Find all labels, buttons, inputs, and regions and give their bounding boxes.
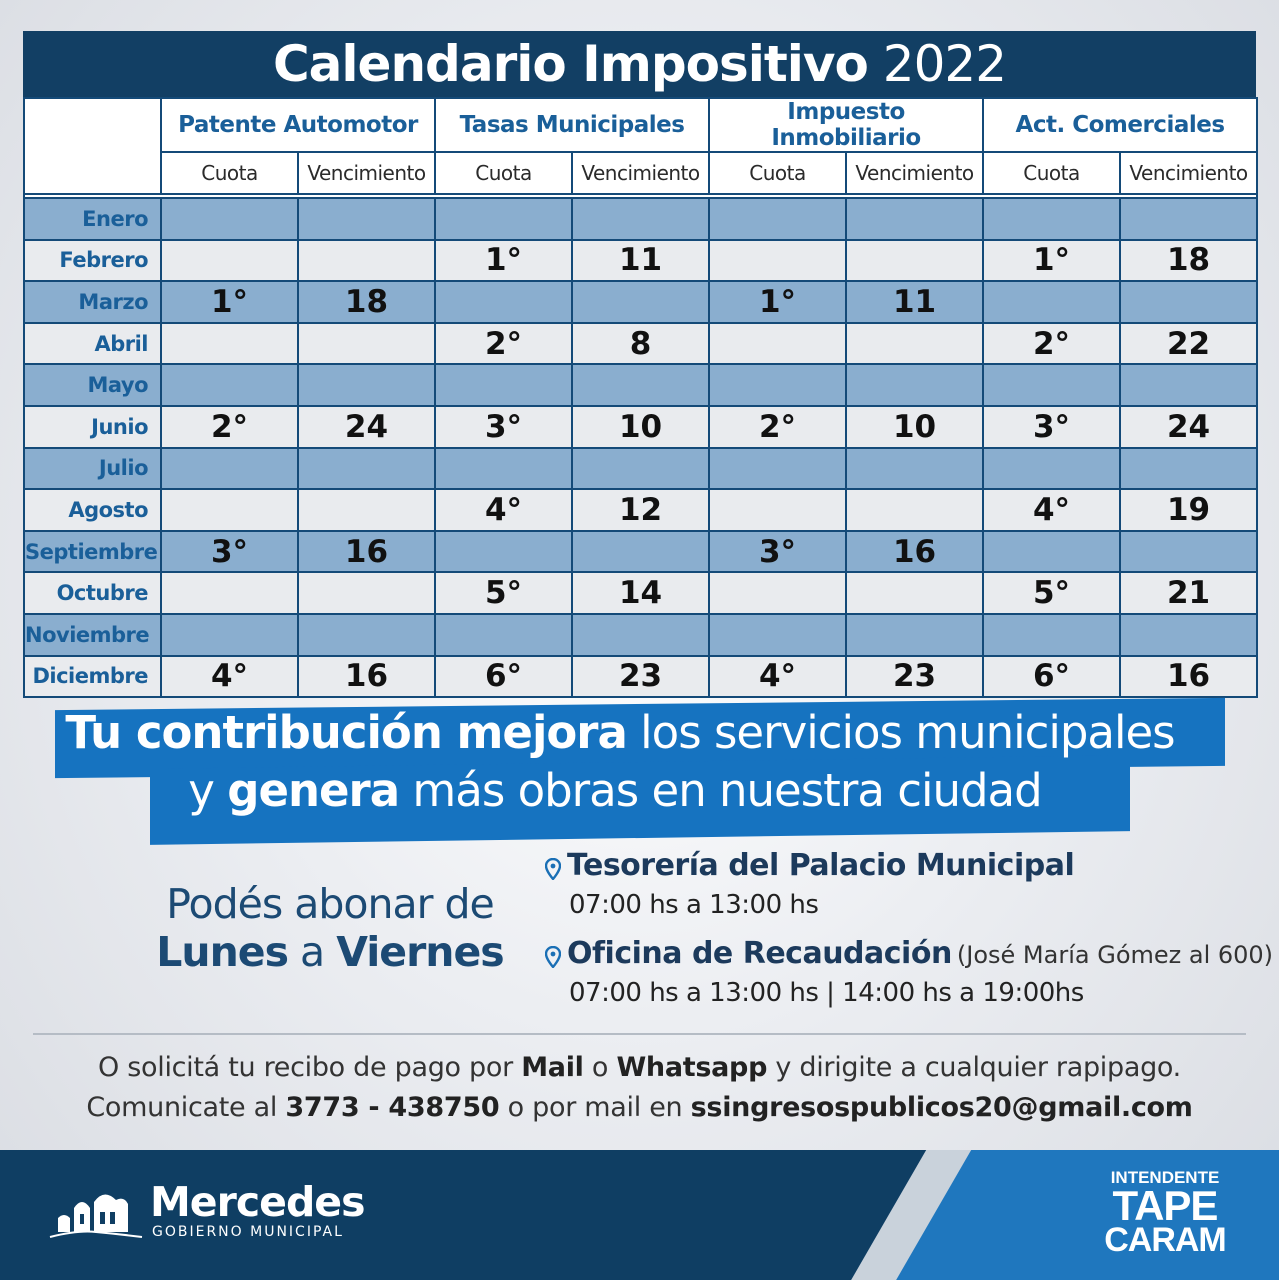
vencimiento-cell [298,614,435,656]
vencimiento-cell: 18 [1120,240,1257,282]
vencimiento-cell [846,364,983,406]
municipal-building-icon [48,1182,144,1240]
sub-header: Cuota [161,152,298,194]
cuota-cell [161,489,298,531]
section-divider [33,1033,1246,1035]
info-email: ssingresospublicos20@gmail.com [690,1092,1193,1123]
cuota-cell: 3° [983,406,1120,448]
cuota-cell: 3° [161,531,298,573]
vencimiento-cell [846,198,983,240]
tax-calendar-table [23,97,1258,698]
month-label: Noviembre [24,614,161,656]
slogan-bold-2: genera [227,764,400,817]
slogan-banner [55,704,1225,820]
sub-header: Vencimiento [846,152,983,194]
info-text: o [591,1052,609,1083]
month-label: Abril [24,323,161,365]
logo-tape: TAPE [1112,1182,1218,1229]
vencimiento-cell: 16 [298,531,435,573]
info-text: O solicitá tu recibo de pago por [98,1052,513,1083]
slogan-rest-2: más obras en nuestra ciudad [412,764,1042,817]
month-label: Diciembre [24,656,161,698]
location-name: Oficina de Recaudación [567,936,952,971]
vencimiento-cell [572,614,709,656]
vencimiento-cell: 8 [572,323,709,365]
vencimiento-cell [298,448,435,490]
month-label: Febrero [24,240,161,282]
location-pin-icon [545,858,561,884]
table-row [24,323,1257,365]
month-label: Junio [24,406,161,448]
vencimiento-cell [298,572,435,614]
month-label: Marzo [24,281,161,323]
cuota-cell [983,281,1120,323]
group-header: Act. Comerciales [983,98,1257,152]
cuota-cell [435,198,572,240]
page-title [23,31,1256,98]
slogan-rest-1: los servicios municipales [640,706,1175,759]
cuota-cell [709,614,846,656]
days-connector: a [300,928,325,976]
vencimiento-cell [846,240,983,282]
location-hours: 07:00 hs a 13:00 hs | 14:00 hs a 19:00hs [569,977,1084,1008]
vencimiento-cell: 16 [298,656,435,698]
slogan-bold-1: Tu contribución mejora [65,706,627,759]
cuota-cell: 3° [435,406,572,448]
cuota-cell [709,572,846,614]
cuota-cell: 1° [161,281,298,323]
cuota-cell: 1° [983,240,1120,282]
cuota-cell: 2° [435,323,572,365]
info-text: o por mail en [507,1092,683,1123]
table-row [24,448,1257,490]
cuota-cell [435,448,572,490]
corner-cell [24,98,161,194]
info-whatsapp: Whatsapp [616,1052,768,1083]
vencimiento-cell: 23 [572,656,709,698]
info-phone: 3773 - 438750 [285,1092,500,1123]
table-row [24,198,1257,240]
cuota-cell: 4° [709,656,846,698]
sub-header: Cuota [983,152,1120,194]
location-name: Tesorería del Palacio Municipal [567,848,1075,883]
logo-subtitle: GOBIERNO MUNICIPAL [152,1224,344,1240]
title-main: Calendario Impositivo [272,35,868,93]
vencimiento-cell [298,198,435,240]
cuota-cell [161,198,298,240]
cuota-cell: 4° [161,656,298,698]
table-row [24,364,1257,406]
month-label: Octubre [24,572,161,614]
cuota-cell: 5° [983,572,1120,614]
intendente-logo [1090,1168,1240,1259]
cuota-cell [983,448,1120,490]
month-label: Septiembre [24,531,161,573]
sub-header: Vencimiento [1120,152,1257,194]
vencimiento-cell: 23 [846,656,983,698]
days-from: Lunes [156,928,288,976]
vencimiento-cell [1120,364,1257,406]
cuota-cell: 4° [983,489,1120,531]
month-label: Mayo [24,364,161,406]
cuota-cell [709,448,846,490]
days-line1: Podés abonar de [166,880,494,928]
vencimiento-cell [298,323,435,365]
vencimiento-cell [846,614,983,656]
vencimiento-cell [572,364,709,406]
vencimiento-cell [846,323,983,365]
info-text: Comunicate al [86,1092,278,1123]
vencimiento-cell: 19 [1120,489,1257,531]
table-row [24,240,1257,282]
vencimiento-cell [1120,614,1257,656]
vencimiento-cell: 18 [298,281,435,323]
vencimiento-cell: 11 [572,240,709,282]
cuota-cell [709,323,846,365]
group-header: Patente Automotor [161,98,435,152]
sub-header: Vencimiento [572,152,709,194]
cuota-cell [709,489,846,531]
cuota-cell: 1° [709,281,846,323]
contact-info [0,1048,1279,1128]
payment-days [120,880,540,976]
vencimiento-cell: 16 [1120,656,1257,698]
cuota-cell [161,364,298,406]
cuota-cell: 2° [709,406,846,448]
cuota-cell: 3° [709,531,846,573]
days-to: Viernes [336,928,504,976]
slogan-pre-2: y [188,764,214,817]
group-header: Impuesto Inmobiliario [709,98,983,152]
month-label: Agosto [24,489,161,531]
vencimiento-cell [1120,531,1257,573]
vencimiento-cell [572,281,709,323]
vencimiento-cell [572,531,709,573]
vencimiento-cell [846,489,983,531]
vencimiento-cell [572,448,709,490]
vencimiento-cell: 24 [1120,406,1257,448]
cuota-cell [983,531,1120,573]
location-hours: 07:00 hs a 13:00 hs [569,889,819,920]
table-row [24,656,1257,698]
vencimiento-cell: 12 [572,489,709,531]
cuota-cell: 6° [435,656,572,698]
sub-header: Vencimiento [298,152,435,194]
table-row [24,489,1257,531]
cuota-cell [161,240,298,282]
vencimiento-cell: 24 [298,406,435,448]
cuota-cell: 2° [161,406,298,448]
vencimiento-cell: 22 [1120,323,1257,365]
mercedes-logo [48,1178,378,1248]
vencimiento-cell [846,448,983,490]
info-text: y dirigite a cualquier rapipago. [775,1052,1181,1083]
table-row [24,572,1257,614]
group-header: Tasas Municipales [435,98,709,152]
vencimiento-cell: 11 [846,281,983,323]
cuota-cell [161,323,298,365]
cuota-cell [435,531,572,573]
sub-header: Cuota [435,152,572,194]
vencimiento-cell: 10 [572,406,709,448]
vencimiento-cell [298,489,435,531]
title-year: 2022 [882,35,1007,93]
cuota-cell [709,240,846,282]
vencimiento-cell: 14 [572,572,709,614]
vencimiento-cell [1120,198,1257,240]
cuota-cell [161,448,298,490]
cuota-cell: 6° [983,656,1120,698]
vencimiento-cell: 10 [846,406,983,448]
cuota-cell [709,364,846,406]
location-oficina [545,936,1273,1008]
vencimiento-cell [1120,448,1257,490]
logo-intendente: INTENDENTE [1110,1168,1220,1187]
cuota-cell [161,614,298,656]
info-mail: Mail [521,1052,584,1083]
cuota-cell [435,614,572,656]
vencimiento-cell [572,198,709,240]
logo-caram: CARAM [1104,1221,1226,1259]
location-address: (José María Gómez al 600) [956,941,1274,969]
location-pin-icon [545,946,561,972]
cuota-cell: 5° [435,572,572,614]
cuota-cell [983,198,1120,240]
table-row [24,614,1257,656]
vencimiento-cell [846,572,983,614]
vencimiento-cell: 16 [846,531,983,573]
cuota-cell: 1° [435,240,572,282]
cuota-cell [709,198,846,240]
vencimiento-cell: 21 [1120,572,1257,614]
cuota-cell [161,572,298,614]
month-label: Enero [24,198,161,240]
logo-name: Mercedes [150,1178,365,1226]
month-label: Julio [24,448,161,490]
cuota-cell [435,281,572,323]
vencimiento-cell [298,364,435,406]
table-row [24,281,1257,323]
table-row [24,531,1257,573]
table-row [24,406,1257,448]
cuota-cell [983,614,1120,656]
sub-header: Cuota [709,152,846,194]
vencimiento-cell [1120,281,1257,323]
location-tesoreria [545,848,1074,920]
vencimiento-cell [298,240,435,282]
cuota-cell: 2° [983,323,1120,365]
cuota-cell [983,364,1120,406]
cuota-cell: 4° [435,489,572,531]
cuota-cell [435,364,572,406]
